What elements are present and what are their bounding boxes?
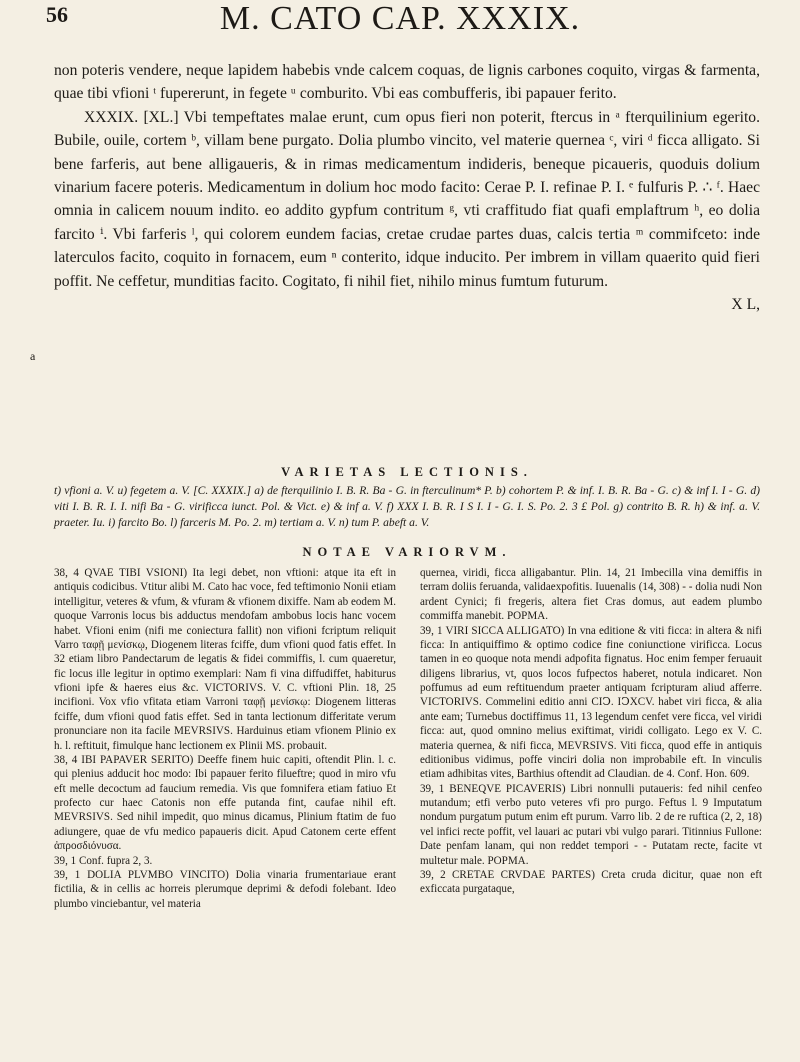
note-entry: 39, 2 CRETAE CRVDAE PARTES) Creta cruda dicitur, quae non eft exficcata purgataque, [420,868,762,896]
section-label: XXXIX. [XL.] [84,108,179,126]
notae-variorum-heading: NOTAE VARIORVM. [302,545,512,559]
main-paragraph-1: non poteris vendere, neque lapidem habebis vnde calcem coquas, de lignis carbones coquito, virgas & farmenta, quae tibi vfioni ᵗ fupererunt, in fegete ᵘ comburito. Vbi eas combufferis, ibi papauer ferito. [54,62,760,103]
main-text [54,59,760,316]
note-entry: quernea, viridi, ficca alligabantur. Plin. 14, 21 Imbecilla vina demiffis in terram doliis feruanda, validaexpofitis. Iuuenalis (14, 308) - - dolia nudi Non ardent Cynici; fi fregeris, altera fiet Cras domus, aut eadem plumbo commiffa manebit. POPMA. [420,567,762,623]
notes-right-column [420,566,762,897]
section-body: Vbi tempeftates malae erunt, cum opus fieri non poterit, ftercus in ᵃ fterquilinium egerito. Bubile, ouile, cortem ᵇ, villam bene purgato. Dolia plumbo vincito, vel materie quernea ᶜ, viri ᵈ ficca alligato. Si bene farferis, aut bene alligaueris, & in rimas medicamentum indideris, beneque picaueris, quoduis dolium vinarium facere poteris. Medicamentum in dolium hoc modo facito: Cerae P. I. refinae P. I. ᵉ fulfuris P. ∴ ᶠ. Haec omnia in calicem nouum indito. eo addito gypfum contritum ᵍ, vti craffitudo fiat quafi emplaftrum ʰ, eo dolia farcito ⁱ. Vbi farferis ˡ, qui colorem eundem facias, cretae crudae partes duas, calcis tertia ᵐ commifceto: inde laterculos facito, coquito in fornacem, eum ⁿ conterito, idque inducito. Per imbrem in villam quaerito quid fieri poffit. Ne ceffetur, munditias facito. Cogitato, fi nihil fiet, nihilo minus fumtum futurum. [54,108,760,290]
note-entry: 38, 4 QVAE TIBI VSIONI) Ita legi debet, non vftioni: atque ita eft in antiquis codicibus. Vtitur alibi M. Cato hac voce, fed teftimonio Nonii etiam intelligitur, veteres & vfum, & vfuram & vfionem dixiffe. Nam ab eodem M. quoque Varronis locus bis adductus mendofam ambobus locis hanc vocem habet. Vfioni enim (nifi me coniectura fallit) non vifioni fcriptum reliquit Varro ταφῇ μενίσκῳ, Diogenem literas fciffe, dum vfioni quod fatis effet. In 32 etiam libro Pandectarum de legatis & fidei commiffis, l. cum quaeretur, fic locus ille legitur in optimo exemplari: Nam fi vina diffudiffet, habiturus vfioni ipfe & haeres eius &c. VICTORIVS. V. C. vftioni Plin. 18, 25 incifioni. Vox vfio vfitata etiam Varroni ταφῇ μενίσκῳ: Diogenem litteras fciffe, dum vfioni quod fatis effet. Sed in tanta lectionum differitate verum pronunciare non ita facile MEVRSIVS. Harduinus etiam vfionem Plinio ex h. l. reftituit, fimulque hanc lectionem ex Plinii MS. probauit. [54,567,396,752]
notes-columns [54,566,762,1058]
note-entry: 39, 1 VIRI SICCA ALLIGATO) In vna editione & viti ficca: in altera & nifi ficca: In antiquiffimo & optimo codice fine coniunctione virificca. Locus tamen in eo quoque nota mendi adpofita fignatus. Hoc enim femper feruauit diligens librarius, vt, quos locos fufpectos haberet, notula indicaret. Non poffumus ad eum reftituendum praeter antiquam fcripturam aliud afferre. VICTORIVS. Commelini editio anni CIↃ. IↃXCV. habet viri ficca, & alia ante eam; Turnebus doctiffimus 11, 13 legendum cenfet vere ficca, vel viridi ficca: aut, quod omnino melius exiftimat, viridi colligato. Lego ex V. C. materia quernea, & nifi ficca, MEVRSIVS. Viti ficca, quod effe in antiquis editionibus vidimus, poffe vinciri dolia non improbabile eft. In vinculis etiam adhibitas vites, Barthius oftendit ad Claudian. de 4. Conf. Hon. 609. [420,624,762,781]
note-entry: 39, 1 DOLIA PLVMBO VINCITO) Dolia vinaria frumentariaue erant fictilia, & in cellis ac horreis plerumque deprimi & defodi folebant. Ideo plumbo vinciebantur, vel materia [54,868,396,910]
note-entry: 38, 4 IBI PAPAVER SERITO) Deeffe finem huic capiti, oftendit Plin. l. c. qui plenius adducit hoc modo: Ibi papauer ferito filueftre; quod in miro vfu eft melle decoctum ad faucium remedia. Vis que fomnifera etiam fatiuo Et profecto cur haec Catonis non effe putanda fint, caufae nihil eft. MEVRSIVS. Sed nihil impedit, quo minus dicamus, Plinium ftatim de fuo adiungere, quae de vfu medico papaueris dicit. Apud Catonem certe effent ἀπροσδιόνυσα. [54,753,396,853]
page-header [0,0,800,44]
margin-mark: a [30,349,36,363]
variae-lectionis-text: t) vfioni a. V. u) fegetem a. V. [C. XXXIX.] a) de fterquilinio I. B. R. Ba - G. in fterculinum* P. b) cohortem P. & inf. I. B. R. Ba - G. c) & inf I. I - G. d) viti I. B. R. I. I. nifi Ba - G. virificca iunct. Pol. & Vict. e) & inf a. V. f) XXX I. B. R. I S I. I - G. I. S. Po. 2. 3 £ Pol. g) contrito B. R. h) & inf. a. V. praeter. Iu. i) farcito Bo. l) farceris M. Po. 2. m) tertiam a. V. n) tum P. abeft a. V. [54,484,760,530]
page-number: 56 [46,2,68,27]
signature-mark: X L, [731,296,760,314]
note-entry: 39, 1 BENEQVE PICAVERIS) Libri nonnulli putaueris: fed nihil cenfeo mutandum; etfi verbo puto veteres vfi pro purgo. Feftus l. 9 Imputatum nondum purgatum putum enim eft purum. Varro lib. 2 de re ruftica (2, 2, 18) vel infici recte poffit, vel lauari ac putari vbi vulgo parari. Titinnius Fullone: Date penfam lanam, qui non reddet tempori - - Putatam recte, facite vt multetur male. POPMA. [420,782,762,867]
notes-left-column [54,566,396,911]
variae-lectionis-heading: VARIETAS LECTIONIS. [281,465,533,479]
running-title: M. CATO CAP. XXXIX. [219,0,581,37]
note-entry: 39, 1 Conf. fupra 2, 3. [54,854,153,867]
main-paragraph-2 [54,106,760,293]
